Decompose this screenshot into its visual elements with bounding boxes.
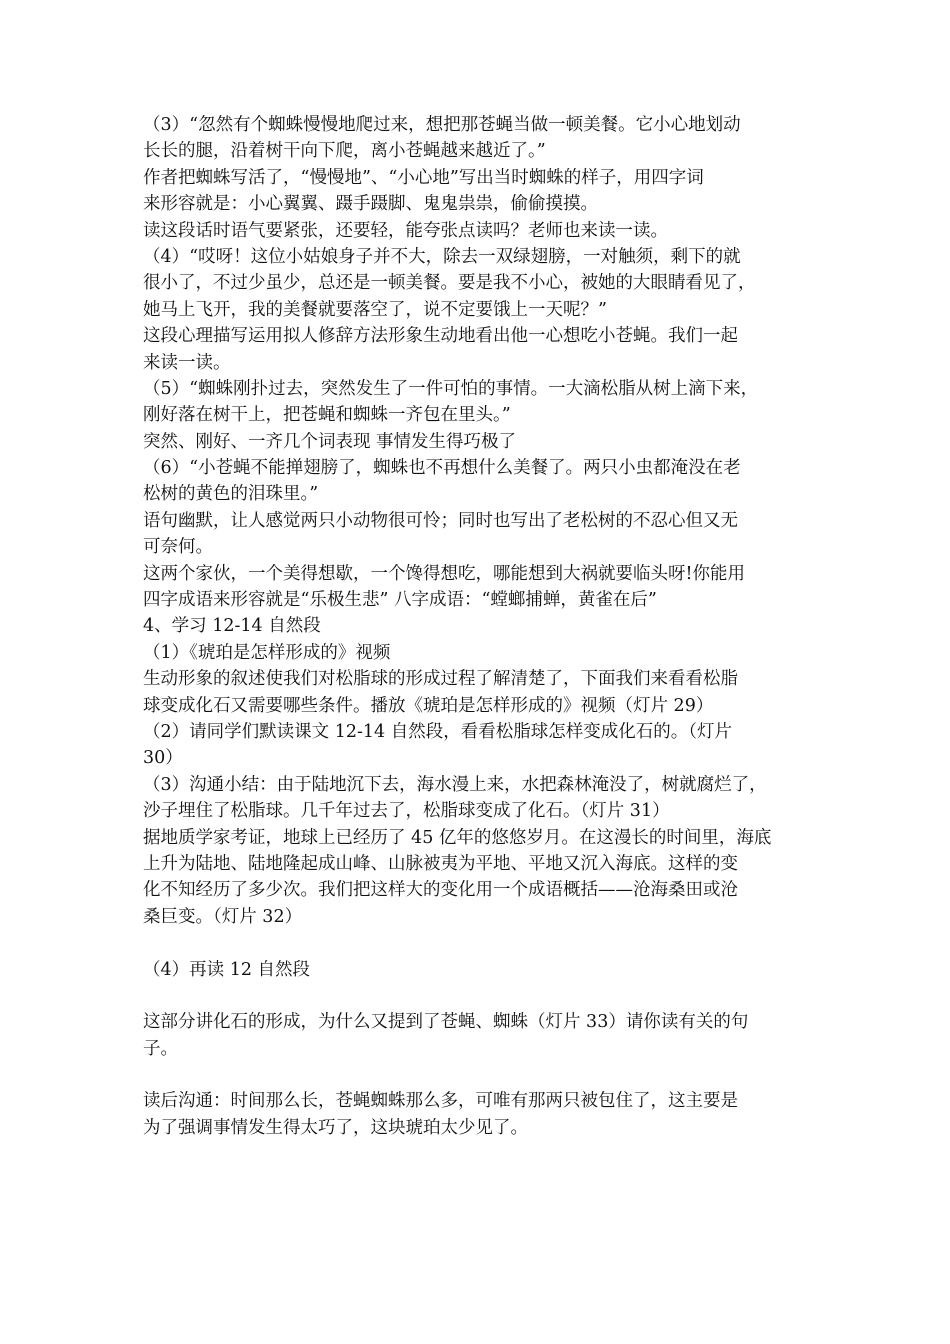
- text-line: 子。: [143, 1038, 178, 1059]
- text-line: 30）: [143, 748, 183, 769]
- text-line: 这两个家伙，一个美得想歇，一个馋得想吃，哪能想到大祸就要临头呀!你能用: [143, 563, 746, 584]
- text-line: （5）“蜘蛛刚扑过去，突然发生了一件可怕的事情。一大滴松脂从树上滴下来，: [143, 378, 759, 399]
- text-line: 据地质学家考证，地球上已经历了 45 亿年的悠悠岁月。在这漫长的时间里，海底: [143, 827, 772, 848]
- text-line: 作者把蜘蛛写活了，“慢慢地”、“小心地”写出当时蜘蛛的样子，用四字词: [143, 167, 704, 188]
- text-line: 读这段话时语气要紧张，还要轻，能夸张点读吗？老师也来读一读。: [143, 220, 668, 241]
- text-line: 来读一读。: [143, 352, 231, 373]
- text-line: 松树的黄色的泪珠里。”: [143, 484, 319, 505]
- text-line: 很小了，不过少虽少，总还是一顿美餐。要是我不小心，被她的大眼睛看见了，: [143, 273, 756, 294]
- text-line: 桑巨变。（灯片 32）: [143, 906, 303, 927]
- text-line: 这部分讲化石的形成，为什么又提到了苍蝇、蜘蛛（灯片 33）请你读有关的句: [143, 1012, 749, 1033]
- text-line: 长长的腿，沿着树干向下爬，离小苍蝇越来越近了。”: [143, 141, 546, 162]
- text-line: （3）“忽然有个蜘蛛慢慢地爬过来，想把那苍蝇当做一顿美餐。它小心地划动: [143, 115, 741, 135]
- text-line: 读后沟通：时间那么长，苍蝇蜘蛛那么多，可唯有那两只被包住了，这主要是: [143, 1091, 738, 1112]
- text-line: 上升为陆地、陆地隆起成山峰、山脉被夷为平地、平地又沉入海底。这样的变: [143, 853, 738, 874]
- document-body: [143, 112, 823, 1141]
- text-line: 化不知经历了多少次。我们把这样大的变化用一个成语概括——沧海桑田或沧: [143, 880, 738, 901]
- text-line: （6）“小苍蝇不能掸翅膀了，蜘蛛也不再想什么美餐了。两只小虫都淹没在老: [143, 458, 741, 479]
- text-line: 四字成语来形容就是“乐极生悲” 八字成语：“螳螂捕蝉，黄雀在后”: [143, 590, 657, 611]
- blank-line: [143, 983, 823, 1009]
- text-line: 可奈何。: [143, 537, 213, 558]
- text-line: 为了强调事情发生得太巧了，这块琥珀太少见了。: [143, 1117, 528, 1138]
- text-line: 沙子埋住了松脂球。几千年过去了，松脂球变成了化石。（灯片 31）: [143, 801, 670, 822]
- text-line: （4）再读 12 自然段: [143, 959, 311, 980]
- blank-line: [143, 930, 823, 956]
- text-line: 球变成化石又需要哪些条件。播放《琥珀是怎样形成的》视频（灯片 29）: [143, 695, 714, 716]
- text-line: 这段心理描写运用拟人修辞方法形象生动地看出他一心想吃小苍蝇。我们一起: [143, 326, 738, 347]
- text-line: 生动形象的叙述使我们对松脂球的形成过程了解清楚了，下面我们来看看松脂: [143, 669, 738, 690]
- text-line: （1）《琥珀是怎样形成的》视频: [143, 642, 391, 663]
- text-line: 语句幽默，让人感觉两只小动物很可怜；同时也写出了老松树的不忍心但又无: [143, 510, 738, 531]
- text-line: 突然、刚好、一齐几个词表现 事情发生得巧极了: [143, 431, 517, 452]
- text-line: 她马上飞开，我的美餐就要落空了，说不定要饿上一天呢？”: [143, 299, 607, 320]
- text-line: 来形容就是：小心翼翼、蹑手蹑脚、鬼鬼祟祟，偷偷摸摸。: [143, 194, 598, 215]
- section-heading: 4、学习 12-14 自然段: [143, 616, 321, 637]
- text-line: 刚好落在树干上，把苍蝇和蜘蛛一齐包在里头。”: [143, 405, 511, 426]
- text-line: （2）请同学们默读课文 12-14 自然段，看看松脂球怎样变成化石的。（灯片: [143, 721, 732, 742]
- text-line: （4）“哎呀！这位小姑娘身子并不大，除去一双绿翅膀，一对触须，剩下的就: [143, 246, 741, 267]
- text-line: （3）沟通小结：由于陆地沉下去，海水漫上来，水把森林淹没了，树就腐烂了，: [143, 774, 767, 795]
- blank-line: [143, 1062, 823, 1088]
